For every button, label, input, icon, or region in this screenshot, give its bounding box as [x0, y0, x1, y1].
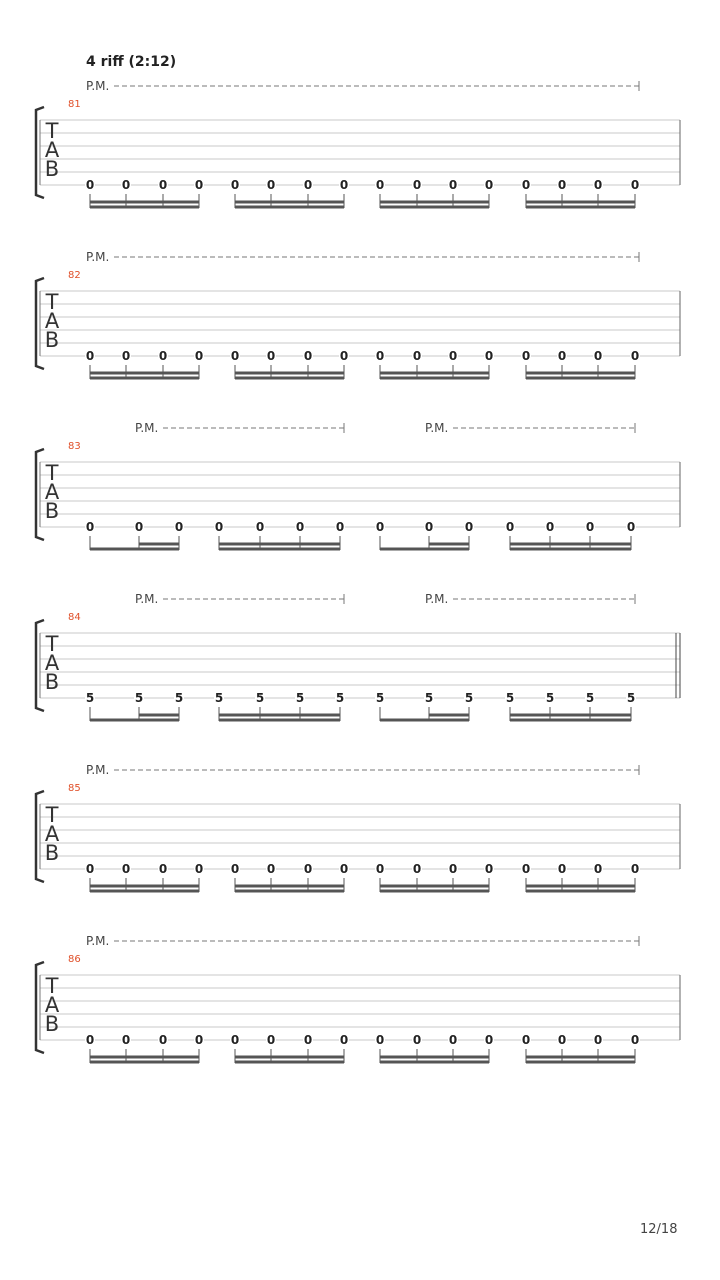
fret-number: 0 [266, 349, 276, 363]
section-title: 4 riff (2:12) [86, 54, 177, 70]
tab-system [36, 763, 680, 892]
palm-mute-label: P.M. [86, 250, 110, 264]
measure-number: 83 [68, 441, 81, 452]
fret-number: 0 [412, 349, 422, 363]
fret-number: 0 [85, 1033, 95, 1047]
fret-number: 0 [230, 1033, 240, 1047]
fret-number: 0 [464, 520, 474, 534]
fret-number: 0 [412, 178, 422, 192]
fret-number: 5 [214, 691, 224, 705]
fret-number: 0 [484, 178, 494, 192]
fret-number: 0 [303, 178, 313, 192]
measure-number: 85 [68, 783, 81, 794]
fret-number: 0 [484, 862, 494, 876]
fret-number: 0 [121, 349, 131, 363]
fret-number: 0 [593, 1033, 603, 1047]
tab-clef-letter: B [44, 328, 60, 352]
fret-number: 0 [339, 862, 349, 876]
fret-number: 5 [174, 691, 184, 705]
fret-number: 0 [557, 349, 567, 363]
fret-number: 0 [448, 349, 458, 363]
palm-mute-label: P.M. [86, 934, 110, 948]
tab-clef-letter: A [44, 822, 60, 846]
fret-number: 0 [266, 862, 276, 876]
fret-number: 0 [630, 862, 640, 876]
tab-system [36, 421, 680, 550]
fret-number: 0 [557, 862, 567, 876]
fret-number: 0 [557, 178, 567, 192]
palm-mute-label: P.M. [425, 592, 449, 606]
tab-clef-letter: B [44, 670, 60, 694]
fret-number: 0 [375, 349, 385, 363]
fret-number: 0 [412, 1033, 422, 1047]
fret-number: 0 [194, 349, 204, 363]
fret-number: 0 [375, 1033, 385, 1047]
tab-clef-letter: A [44, 480, 60, 504]
fret-number: 5 [295, 691, 305, 705]
fret-number: 0 [158, 862, 168, 876]
tab-clef-letter: A [44, 309, 60, 333]
fret-number: 5 [585, 691, 595, 705]
fret-number: 0 [448, 1033, 458, 1047]
fret-number: 0 [626, 520, 636, 534]
fret-number: 0 [121, 178, 131, 192]
fret-number: 0 [121, 1033, 131, 1047]
fret-number: 0 [303, 862, 313, 876]
measure-number: 82 [68, 270, 81, 281]
tab-clef-letter: T [45, 119, 59, 143]
tab-system [36, 79, 680, 208]
palm-mute-label: P.M. [135, 421, 159, 435]
tab-clef-letter: A [44, 993, 60, 1017]
fret-number: 0 [545, 520, 555, 534]
fret-number: 0 [630, 178, 640, 192]
fret-number: 0 [521, 862, 531, 876]
fret-number: 0 [505, 520, 515, 534]
fret-number: 0 [158, 1033, 168, 1047]
fret-number: 0 [557, 1033, 567, 1047]
fret-number: 0 [85, 862, 95, 876]
fret-number: 5 [545, 691, 555, 705]
fret-number: 0 [266, 178, 276, 192]
tab-clef-letter: T [45, 974, 59, 998]
fret-number: 0 [585, 520, 595, 534]
fret-number: 0 [214, 520, 224, 534]
page-number: 12/18 [640, 1222, 678, 1237]
fret-number: 0 [194, 862, 204, 876]
fret-number: 0 [339, 349, 349, 363]
fret-number: 5 [505, 691, 515, 705]
tab-system [36, 592, 680, 721]
fret-number: 0 [448, 178, 458, 192]
tab-clef-letter: T [45, 290, 59, 314]
fret-number: 0 [375, 178, 385, 192]
fret-number: 0 [521, 1033, 531, 1047]
fret-number: 0 [593, 862, 603, 876]
palm-mute-label: P.M. [425, 421, 449, 435]
fret-number: 0 [593, 349, 603, 363]
tab-clef-letter: T [45, 461, 59, 485]
fret-number: 0 [158, 178, 168, 192]
fret-number: 0 [266, 1033, 276, 1047]
palm-mute-label: P.M. [135, 592, 159, 606]
palm-mute-label: P.M. [86, 79, 110, 93]
fret-number: 0 [339, 1033, 349, 1047]
fret-number: 0 [174, 520, 184, 534]
fret-number: 0 [412, 862, 422, 876]
fret-number: 0 [85, 178, 95, 192]
fret-number: 0 [230, 178, 240, 192]
measure-number: 86 [68, 954, 81, 965]
tab-clef-letter: T [45, 803, 59, 827]
fret-number: 5 [134, 691, 144, 705]
fret-number: 0 [194, 178, 204, 192]
fret-number: 0 [521, 178, 531, 192]
tab-system [36, 934, 680, 1063]
fret-number: 0 [335, 520, 345, 534]
tab-clef-letter: B [44, 1012, 60, 1036]
fret-number: 5 [626, 691, 636, 705]
fret-number: 5 [375, 691, 385, 705]
fret-number: 0 [375, 520, 385, 534]
palm-mute-label: P.M. [86, 763, 110, 777]
fret-number: 0 [375, 862, 385, 876]
fret-number: 0 [194, 1033, 204, 1047]
tab-clef-letter: T [45, 632, 59, 656]
fret-number: 0 [630, 1033, 640, 1047]
fret-number: 0 [158, 349, 168, 363]
fret-number: 5 [335, 691, 345, 705]
tab-clef-letter: B [44, 157, 60, 181]
fret-number: 0 [303, 349, 313, 363]
fret-number: 0 [230, 862, 240, 876]
fret-number: 5 [464, 691, 474, 705]
tab-clef-letter: A [44, 138, 60, 162]
fret-number: 0 [630, 349, 640, 363]
fret-number: 0 [339, 178, 349, 192]
tab-clef-letter: A [44, 651, 60, 675]
fret-number: 0 [134, 520, 144, 534]
fret-number: 0 [85, 349, 95, 363]
tab-clef-letter: B [44, 841, 60, 865]
fret-number: 0 [424, 520, 434, 534]
fret-number: 0 [521, 349, 531, 363]
tab-system [36, 250, 680, 379]
fret-number: 0 [295, 520, 305, 534]
fret-number: 0 [303, 1033, 313, 1047]
tab-clef-letter: B [44, 499, 60, 523]
measure-number: 84 [68, 612, 81, 623]
fret-number: 5 [85, 691, 95, 705]
fret-number: 5 [424, 691, 434, 705]
fret-number: 0 [85, 520, 95, 534]
fret-number: 0 [230, 349, 240, 363]
fret-number: 0 [121, 862, 131, 876]
measure-number: 81 [68, 99, 81, 110]
fret-number: 0 [593, 178, 603, 192]
fret-number: 0 [484, 349, 494, 363]
fret-number: 0 [484, 1033, 494, 1047]
fret-number: 5 [255, 691, 265, 705]
fret-number: 0 [255, 520, 265, 534]
fret-number: 0 [448, 862, 458, 876]
